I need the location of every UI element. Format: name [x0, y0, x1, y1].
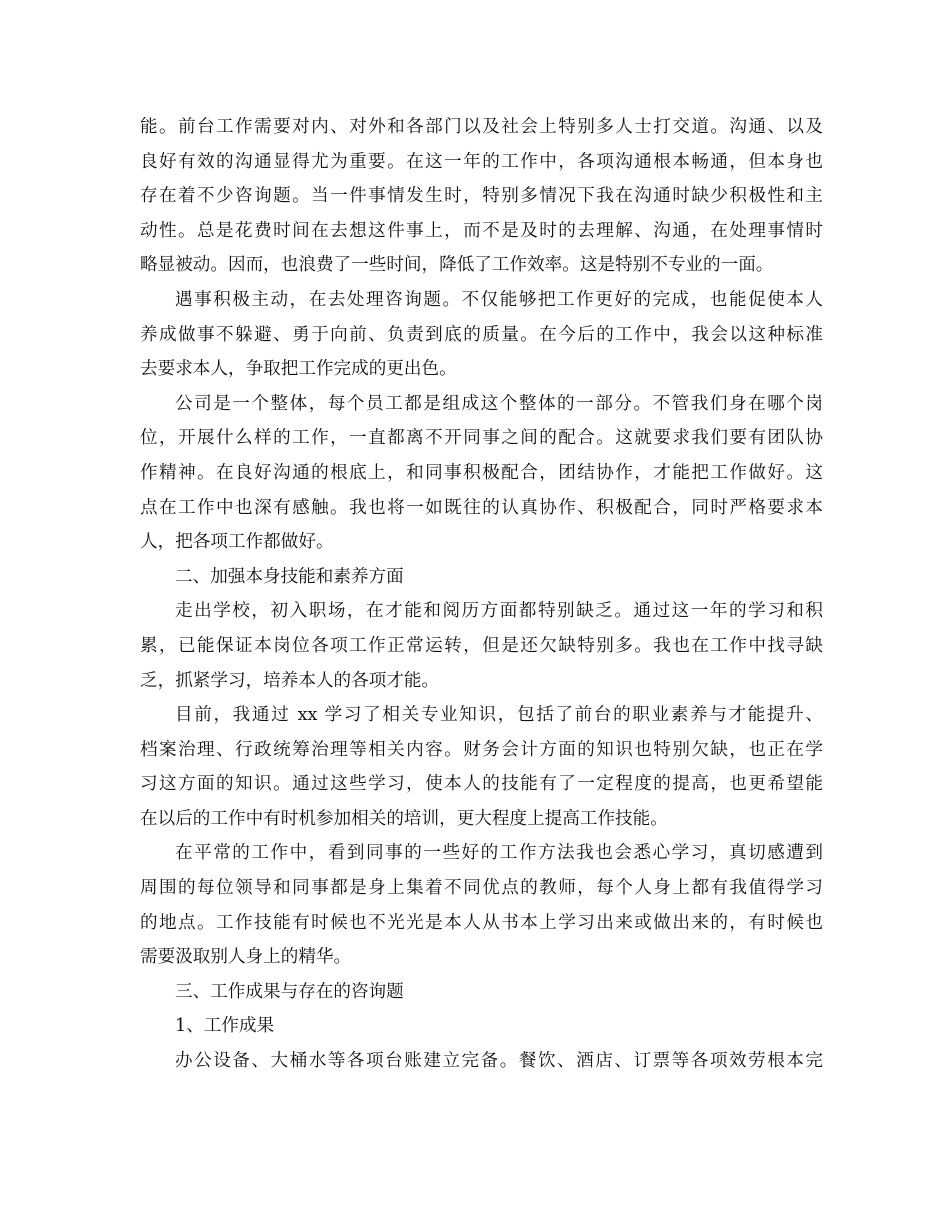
text-line: 人，把各项工作都做好。: [140, 532, 334, 553]
text-line: 良好有效的沟通显得尤为重要。在这一年的工作中，各项沟通根本畅通，但本身也: [140, 151, 823, 172]
document-page: [140, 110, 823, 1079]
text-line: 档案治理、行政统筹治理等相关内容。财务会计方面的知识也特别欠缺，也正在学: [140, 739, 823, 760]
text-line: 在平常的工作中，看到同事的一些好的工作方法我也会悉心学习，真切感遭到: [175, 843, 823, 864]
text-line: 在以后的工作中有时机参加相关的培训，更大程度上提高工作技能。: [140, 808, 668, 829]
paragraph-p2: [140, 283, 823, 387]
paragraph-p5: [140, 698, 823, 836]
paragraph-p1: [140, 110, 823, 283]
text-line: 累，已能保证本岗位各项工作正常运转，但是还欠缺特别多。我也在工作中找寻缺: [140, 635, 823, 656]
text-line: 需要汲取别人身上的精华。: [140, 947, 352, 968]
paragraph-h3: [140, 975, 823, 1010]
text-line: 遇事积极主动，在去处理咨询题。不仅能够把工作更好的完成，也能促使本人: [175, 289, 823, 310]
text-line: 1、工作成果: [175, 1016, 275, 1037]
text-line: 二、加强本身技能和素养方面: [175, 566, 404, 587]
text-line: 办公设备、大桶水等各项台账建立完备。餐饮、酒店、订票等各项效劳根本完: [175, 1051, 823, 1072]
text-line: 习这方面的知识。通过这些学习，使本人的技能有了一定程度的提高，也更希望能: [140, 774, 823, 795]
text-line: 三、工作成果与存在的咨询题: [175, 981, 404, 1002]
text-line: 存在着不少咨询题。当一件事情发生时，特别多情况下我在沟通时缺少积极性和主: [140, 186, 823, 207]
text-line: 乏，抓紧学习，培养本人的各项才能。: [140, 670, 440, 691]
text-line: 目前，我通过 xx 学习了相关专业知识，包括了前台的职业素养与才能提升、: [175, 705, 823, 726]
text-line: 周围的每位领导和同事都是身上集着不同优点的教师，每个人身上都有我值得学习: [140, 878, 823, 899]
text-line: 去要求本人，争取把工作完成的更出色。: [140, 359, 457, 380]
text-line: 点在工作中也深有感触。我也将一如既往的认真协作、积极配合，同时严格要求本: [140, 497, 823, 518]
paragraph-p7: [140, 1044, 823, 1079]
text-line: 养成做事不躲避、勇于向前、负责到底的质量。在今后的工作中，我会以这种标准: [140, 324, 823, 345]
paragraph-h2: [140, 560, 823, 595]
text-line: 走出学校，初入职场，在才能和阅历方面都特别缺乏。通过这一年的学习和积: [175, 601, 823, 622]
text-line: 公司是一个整体，每个员工都是组成这个整体的一部分。不管我们身在哪个岗: [175, 393, 823, 414]
text-line: 位，开展什么样的工作，一直都离不开同事之间的配合。这就要求我们要有团队协: [140, 428, 823, 449]
paragraph-p3: [140, 387, 823, 560]
text-line: 略显被动。因而，也浪费了一些时间，降低了工作效率。这是特别不专业的一面。: [140, 255, 774, 276]
paragraph-p4: [140, 594, 823, 698]
text-line: 作精神。在良好沟通的根底上，和同事积极配合，团结协作，才能把工作做好。这: [140, 462, 823, 483]
text-line: 能。前台工作需要对内、对外和各部门以及社会上特别多人士打交道。沟通、以及: [140, 117, 823, 137]
paragraph-p6: [140, 836, 823, 974]
text-line: 的地点。工作技能有时候也不光光是本人从书本上学习出来或做出来的，有时候也: [140, 912, 823, 933]
text-line: 动性。总是花费时间在去想这件事上，而不是及时的去理解、沟通，在处理事情时: [140, 220, 823, 241]
paragraph-h3-1: [140, 1009, 823, 1044]
